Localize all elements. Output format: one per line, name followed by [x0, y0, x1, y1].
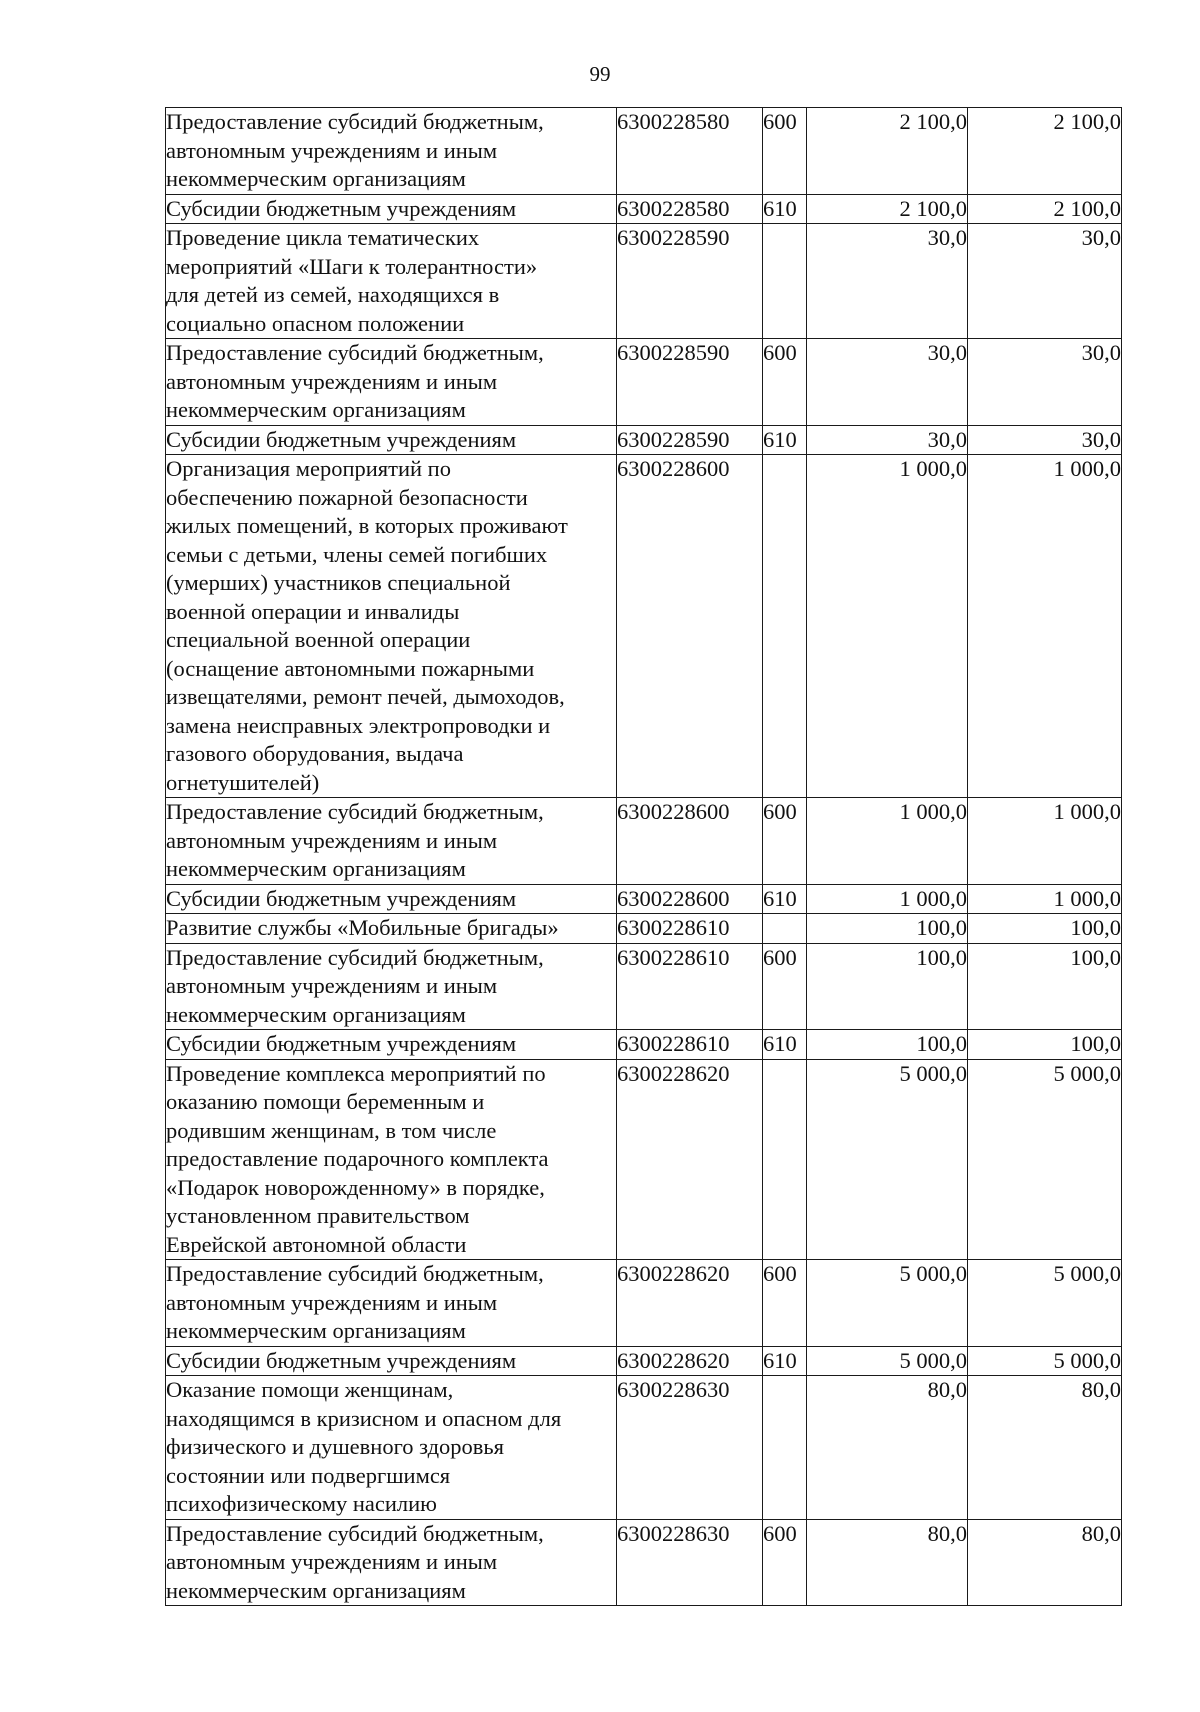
description-line: автономным учреждениям и иным: [166, 368, 498, 394]
description-line: (умерших) участников специальной: [166, 570, 511, 595]
target-article-code: 6300228620: [617, 1059, 763, 1260]
target-article-code: 6300228610: [617, 943, 763, 1030]
description-line: Предоставление субсидий бюджетным,: [166, 799, 544, 824]
expense-type-code: [763, 914, 807, 944]
description-line: Субсидии бюджетным учреждениям: [166, 1347, 517, 1373]
amount-year-2: 1 000,0: [968, 884, 1122, 914]
row-description: [166, 108, 617, 195]
description-line: установленном правительством: [166, 1203, 470, 1228]
table-row: [166, 224, 1122, 339]
description-line: некоммерческим организациям: [166, 1577, 466, 1603]
row-description: [166, 194, 617, 224]
amount-year-2: 1 000,0: [968, 798, 1122, 885]
table-row: [166, 914, 1122, 944]
expense-type-code: 600: [763, 108, 807, 195]
amount-year-1: 100,0: [807, 914, 968, 944]
expense-type-code: 610: [763, 425, 807, 455]
table-row: [166, 339, 1122, 426]
table-row: [166, 1059, 1122, 1260]
description-line: мероприятий «Шаги к толерантности»: [166, 253, 538, 279]
target-article-code: 6300228580: [617, 194, 763, 224]
amount-year-2: 80,0: [968, 1519, 1122, 1606]
amount-year-1: 100,0: [807, 1030, 968, 1060]
target-article-code: 6300228580: [617, 108, 763, 195]
description-line: (оснащение автономными пожарными: [166, 655, 535, 681]
description-line: Субсидии бюджетным учреждениям: [166, 426, 517, 452]
description-line: некоммерческим организациям: [166, 397, 466, 422]
description-line: психофизическому насилию: [166, 1491, 437, 1516]
target-article-code: 6300228600: [617, 884, 763, 914]
description-line: Проведение комплекса мероприятий по: [166, 1060, 546, 1086]
amount-year-1: 100,0: [807, 943, 968, 1030]
row-description: [166, 339, 617, 426]
target-article-code: 6300228600: [617, 798, 763, 885]
description-line: автономным учреждениям и иным: [166, 1549, 498, 1574]
target-article-code: 6300228620: [617, 1346, 763, 1376]
expense-type-code: 610: [763, 884, 807, 914]
expense-type-code: [763, 1059, 807, 1260]
expense-type-code: [763, 455, 807, 798]
table-row: [166, 1030, 1122, 1060]
amount-year-2: 30,0: [968, 425, 1122, 455]
table-row: [166, 108, 1122, 195]
description-line: состоянии или подвергшимся: [166, 1462, 451, 1488]
amount-year-1: 1 000,0: [807, 455, 968, 798]
description-line: для детей из семей, находящихся в: [166, 282, 500, 307]
target-article-code: 6300228590: [617, 339, 763, 426]
description-line: Организация мероприятий по: [166, 456, 451, 481]
amount-year-1: 30,0: [807, 425, 968, 455]
table-row: [166, 425, 1122, 455]
description-line: Субсидии бюджетным учреждениям: [166, 195, 517, 221]
amount-year-1: 80,0: [807, 1376, 968, 1520]
amount-year-1: 1 000,0: [807, 798, 968, 885]
expense-type-code: 610: [763, 194, 807, 224]
amount-year-2: 5 000,0: [968, 1059, 1122, 1260]
budget-table: [165, 107, 1122, 1606]
description-line: некоммерческим организациям: [166, 1001, 466, 1027]
table-row: [166, 1346, 1122, 1376]
description-line: Предоставление субсидий бюджетным,: [166, 109, 544, 134]
description-line: физического и душевного здоровья: [166, 1434, 505, 1459]
description-line: социально опасном положении: [166, 310, 465, 336]
description-line: автономным учреждениям и иным: [166, 973, 498, 998]
expense-type-code: [763, 224, 807, 339]
amount-year-2: 30,0: [968, 224, 1122, 339]
target-article-code: 6300228600: [617, 455, 763, 798]
expense-type-code: 600: [763, 943, 807, 1030]
description-line: автономным учреждениям и иным: [166, 827, 498, 853]
row-description: [166, 1519, 617, 1606]
expense-type-code: [763, 1376, 807, 1520]
description-line: Предоставление субсидий бюджетным,: [166, 1520, 544, 1546]
amount-year-1: 5 000,0: [807, 1059, 968, 1260]
row-description: [166, 425, 617, 455]
row-description: [166, 914, 617, 944]
row-description: [166, 1346, 617, 1376]
expense-type-code: 600: [763, 1519, 807, 1606]
amount-year-2: 30,0: [968, 339, 1122, 426]
table-row: [166, 455, 1122, 798]
description-line: оказанию помощи беременным и: [166, 1089, 485, 1114]
target-article-code: 6300228620: [617, 1260, 763, 1347]
description-line: Проведение цикла тематических: [166, 225, 480, 250]
target-article-code: 6300228590: [617, 224, 763, 339]
row-description: [166, 943, 617, 1030]
table-row: [166, 1376, 1122, 1520]
description-line: автономным учреждениям и иным: [166, 1289, 498, 1315]
amount-year-1: 5 000,0: [807, 1346, 968, 1376]
table-row: [166, 798, 1122, 885]
description-line: Еврейской автономной области: [166, 1231, 467, 1257]
description-line: замена неисправных электропроводки и: [166, 712, 551, 738]
description-line: извещателями, ремонт печей, дымоходов,: [166, 684, 565, 709]
table-row: [166, 1260, 1122, 1347]
expense-type-code: 600: [763, 339, 807, 426]
table-row: [166, 1519, 1122, 1606]
amount-year-1: 30,0: [807, 224, 968, 339]
row-description: [166, 798, 617, 885]
expense-type-code: 610: [763, 1346, 807, 1376]
description-line: родившим женщинам, в том числе: [166, 1117, 497, 1143]
target-article-code: 6300228610: [617, 914, 763, 944]
description-line: семьи с детьми, члены семей погибших: [166, 541, 548, 567]
description-line: огнетушителей): [166, 769, 320, 795]
amount-year-2: 2 100,0: [968, 194, 1122, 224]
page-number: 99: [589, 62, 611, 86]
amount-year-2: 1 000,0: [968, 455, 1122, 798]
description-line: специальной военной операции: [166, 627, 471, 652]
table-row: [166, 943, 1122, 1030]
expense-type-code: 600: [763, 1260, 807, 1347]
amount-year-2: 100,0: [968, 943, 1122, 1030]
amount-year-2: 5 000,0: [968, 1346, 1122, 1376]
description-line: Субсидии бюджетным учреждениям: [166, 885, 517, 911]
amount-year-1: 1 000,0: [807, 884, 968, 914]
description-line: жилых помещений, в которых проживают: [166, 513, 568, 538]
row-description: [166, 224, 617, 339]
description-line: газового оборудования, выдача: [166, 741, 464, 766]
expense-type-code: 610: [763, 1030, 807, 1060]
description-line: некоммерческим организациям: [166, 856, 466, 881]
description-line: Оказание помощи женщинам,: [166, 1377, 454, 1402]
description-line: некоммерческим организациям: [166, 166, 466, 191]
amount-year-2: 100,0: [968, 914, 1122, 944]
row-description: [166, 1030, 617, 1060]
description-line: военной операции и инвалиды: [166, 598, 460, 624]
table-row: [166, 884, 1122, 914]
target-article-code: 6300228610: [617, 1030, 763, 1060]
amount-year-1: 2 100,0: [807, 108, 968, 195]
amount-year-1: 2 100,0: [807, 194, 968, 224]
row-description: [166, 884, 617, 914]
target-article-code: 6300228630: [617, 1376, 763, 1520]
description-line: автономным учреждениям и иным: [166, 137, 498, 163]
description-line: Предоставление субсидий бюджетным,: [166, 340, 544, 365]
budget-table-body: [166, 108, 1122, 1606]
table-row: [166, 194, 1122, 224]
description-line: обеспечению пожарной безопасности: [166, 484, 528, 510]
row-description: [166, 1376, 617, 1520]
expense-type-code: 600: [763, 798, 807, 885]
description-line: находящимся в кризисном и опасном для: [166, 1405, 562, 1431]
description-line: Предоставление субсидий бюджетным,: [166, 1261, 544, 1286]
amount-year-2: 2 100,0: [968, 108, 1122, 195]
amount-year-1: 5 000,0: [807, 1260, 968, 1347]
description-line: предоставление подарочного комплекта: [166, 1146, 549, 1171]
description-line: Развитие службы «Мобильные бригады»: [166, 915, 559, 940]
amount-year-1: 30,0: [807, 339, 968, 426]
row-description: [166, 1260, 617, 1347]
target-article-code: 6300228590: [617, 425, 763, 455]
description-line: Субсидии бюджетным учреждениям: [166, 1031, 517, 1056]
amount-year-1: 80,0: [807, 1519, 968, 1606]
amount-year-2: 5 000,0: [968, 1260, 1122, 1347]
row-description: [166, 1059, 617, 1260]
target-article-code: 6300228630: [617, 1519, 763, 1606]
amount-year-2: 80,0: [968, 1376, 1122, 1520]
description-line: некоммерческим организациям: [166, 1318, 466, 1343]
amount-year-2: 100,0: [968, 1030, 1122, 1060]
description-line: Предоставление субсидий бюджетным,: [166, 944, 544, 970]
row-description: [166, 455, 617, 798]
description-line: «Подарок новорожденному» в порядке,: [166, 1174, 545, 1200]
